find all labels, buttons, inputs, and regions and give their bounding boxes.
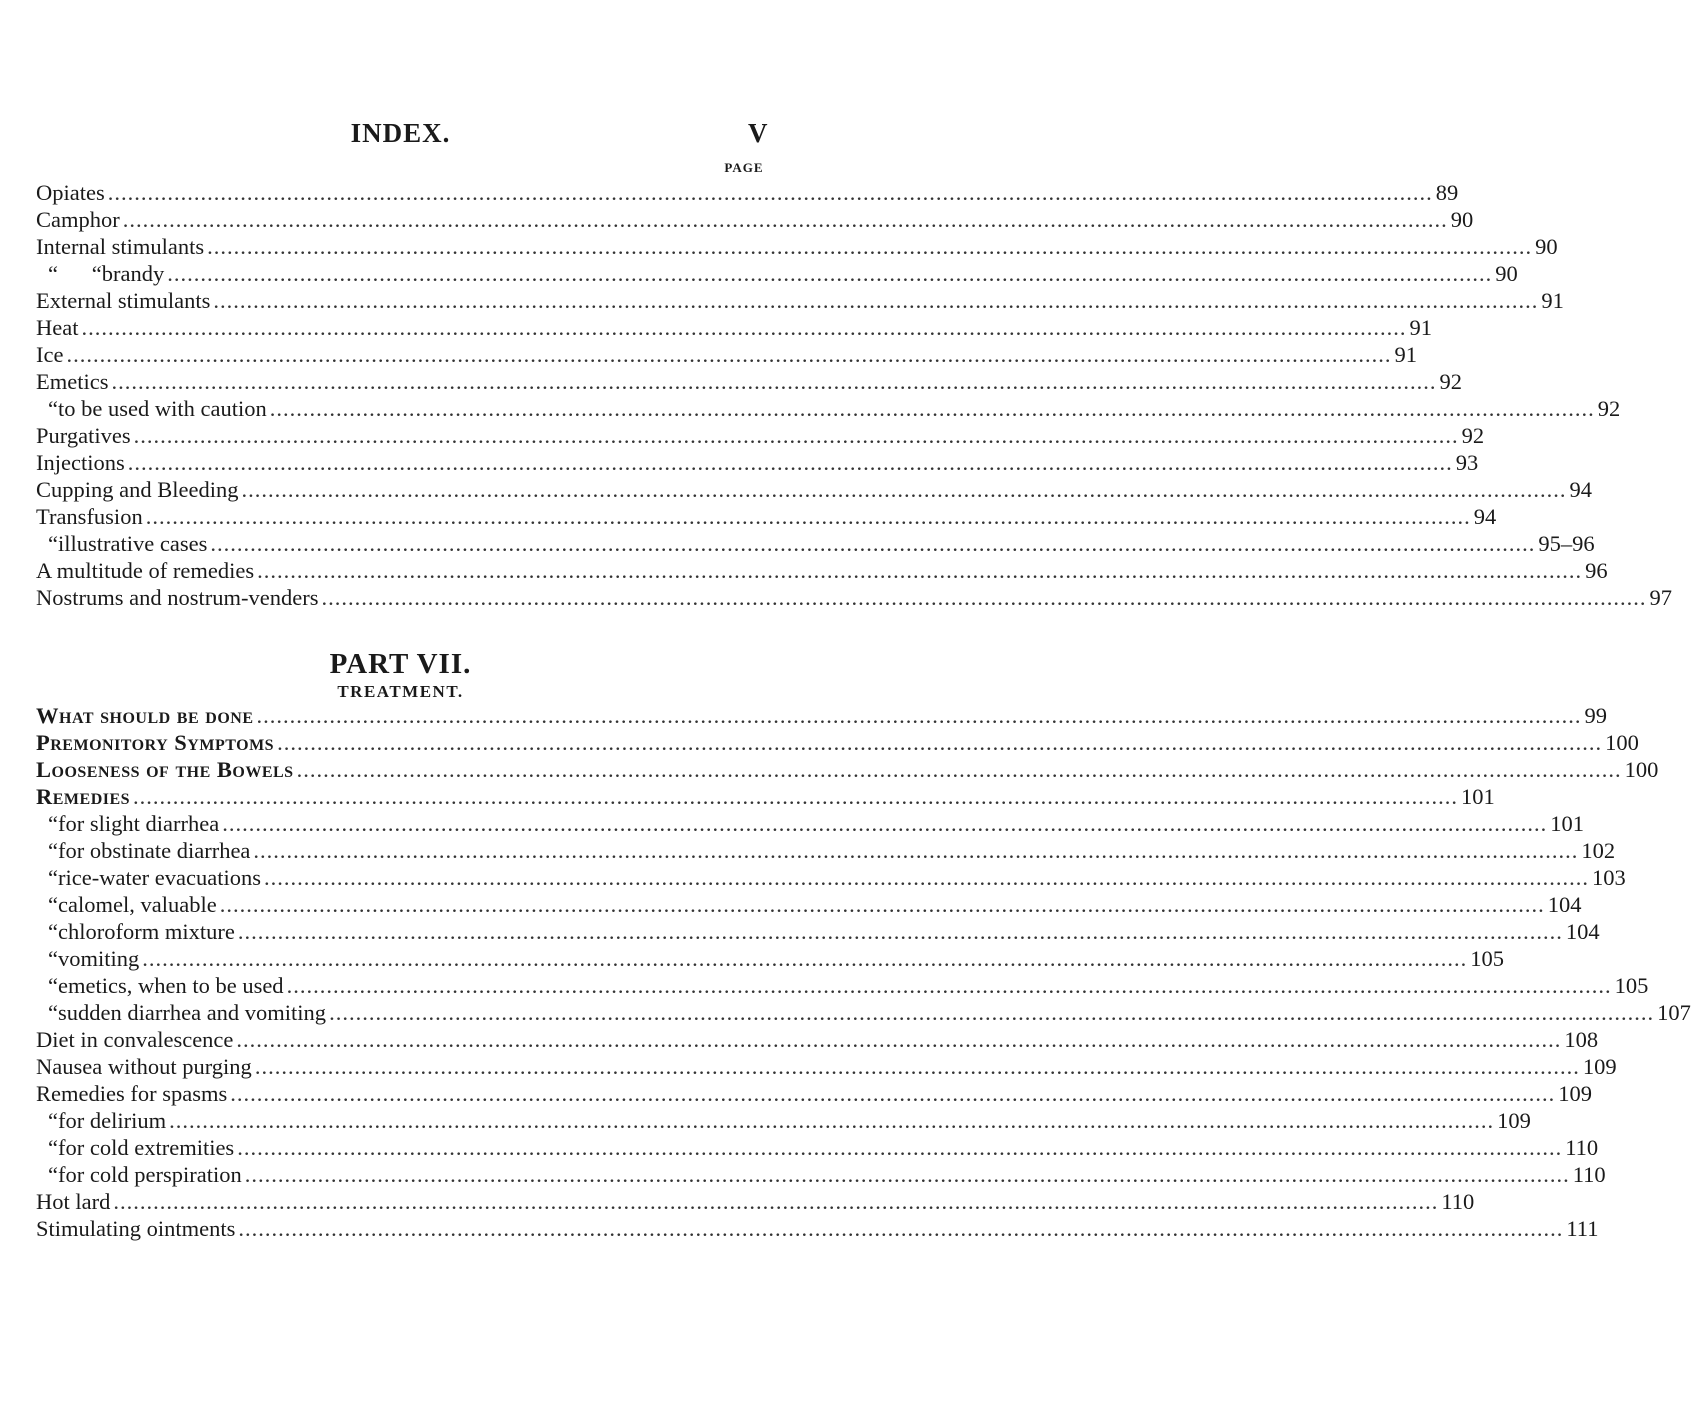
dot-leader: ........................................................................................................................................................................................................ bbox=[207, 234, 1533, 259]
entry-page-number: 96 bbox=[1585, 558, 1608, 583]
entry-page-number: 109 bbox=[1558, 1081, 1592, 1106]
entry-page-number: 91 bbox=[1541, 288, 1564, 313]
index-entry bbox=[36, 179, 1459, 206]
entry-page-number: 102 bbox=[1581, 838, 1616, 863]
entry-label: to be used with caution bbox=[58, 396, 267, 421]
entry-page-number: 104 bbox=[1547, 892, 1582, 917]
index-entry bbox=[36, 584, 1672, 611]
index-entry bbox=[36, 260, 1518, 287]
dot-leader: ........................................................................................................................................................................................................ bbox=[133, 784, 1459, 809]
entry-label: A multitude of remedies bbox=[36, 558, 255, 583]
entry-page-number: 90 bbox=[1495, 261, 1518, 286]
dot-leader: ........................................................................................................................................................................................................ bbox=[122, 207, 1448, 232]
ditto-mark: “ bbox=[48, 838, 58, 863]
entry-page-number: 93 bbox=[1455, 450, 1479, 475]
dot-leader: ........................................................................................................................................................................................................ bbox=[66, 342, 1392, 367]
index-entry bbox=[36, 422, 1485, 449]
index-entry bbox=[36, 341, 1417, 368]
index-entry bbox=[36, 837, 1616, 864]
ditto-mark: “ bbox=[48, 865, 58, 890]
entry-page-number: 104 bbox=[1565, 919, 1600, 944]
index-entry bbox=[36, 810, 1584, 837]
index-entry bbox=[36, 1161, 1606, 1188]
entry-label: Premonitory Symptoms bbox=[36, 730, 275, 755]
entry-page-number: 94 bbox=[1473, 504, 1497, 529]
entry-page-number: 109 bbox=[1582, 1054, 1617, 1079]
dot-leader: ........................................................................................................................................................................................................ bbox=[210, 531, 1536, 556]
dot-leader: ........................................................................................................................................................................................................ bbox=[277, 730, 1603, 755]
page-number: V bbox=[748, 118, 768, 148]
index-entry bbox=[36, 1134, 1599, 1161]
dot-leader: ........................................................................................................................................................................................................ bbox=[111, 369, 1437, 394]
dot-leader: ........................................................................................................................................................................................................ bbox=[107, 180, 1433, 205]
entry-page-number: 92 bbox=[1461, 423, 1485, 448]
index-entry bbox=[36, 1107, 1531, 1134]
index-entry bbox=[36, 1188, 1475, 1215]
entry-page-number: 94 bbox=[1569, 477, 1592, 502]
page-column-label: PAGE bbox=[724, 160, 764, 175]
dot-leader: ........................................................................................................................................................................................................ bbox=[145, 504, 1471, 529]
entry-label: Stimulating ointments bbox=[36, 1216, 236, 1241]
index-entry bbox=[36, 999, 1691, 1026]
index-entry bbox=[36, 557, 1608, 584]
dot-leader: ........................................................................................................................................................................................................ bbox=[254, 1054, 1580, 1079]
entry-label: rice-water evacuations bbox=[58, 865, 262, 890]
entry-page-number: 105 bbox=[1470, 946, 1505, 971]
entry-page-number: 100 bbox=[1605, 730, 1639, 755]
dot-leader: ........................................................................................................................................................................................................ bbox=[133, 423, 1459, 448]
index-entry bbox=[36, 1215, 1599, 1242]
entry-label: vomiting bbox=[58, 946, 140, 971]
entry-label: Camphor bbox=[36, 207, 120, 232]
entry-label: sudden diarrhea and vomiting bbox=[58, 1000, 327, 1025]
entry-label: Opiates bbox=[36, 180, 105, 205]
index-entry bbox=[36, 314, 1432, 341]
page-title: INDEX. bbox=[350, 118, 451, 148]
entry-label: for cold perspiration bbox=[58, 1162, 242, 1187]
ditto-mark: “ bbox=[48, 946, 58, 971]
entry-page-number: 110 bbox=[1572, 1162, 1606, 1187]
ditto-mark: “ “ bbox=[48, 261, 102, 286]
entry-page-number: 101 bbox=[1550, 811, 1584, 836]
entry-label: Remedies for spasms bbox=[36, 1081, 228, 1106]
ditto-mark: “ bbox=[48, 1108, 58, 1133]
entry-label: for obstinate diarrhea bbox=[58, 838, 251, 863]
dot-leader: ........................................................................................................................................................................................................ bbox=[230, 1081, 1556, 1106]
entry-label: Remedies bbox=[36, 784, 131, 809]
ditto-mark: “ bbox=[48, 919, 58, 944]
entry-page-number: 103 bbox=[1592, 865, 1626, 890]
entry-page-number: 89 bbox=[1435, 180, 1459, 205]
entry-page-number: 99 bbox=[1584, 703, 1607, 728]
entry-page-number: 111 bbox=[1566, 1216, 1599, 1241]
dot-leader: ........................................................................................................................................................................................................ bbox=[296, 757, 1622, 782]
entry-page-number: 97 bbox=[1649, 585, 1672, 610]
entry-label: illustrative cases bbox=[58, 531, 208, 556]
dot-leader: ........................................................................................................................................................................................................ bbox=[253, 838, 1579, 863]
ditto-mark: “ bbox=[48, 396, 58, 421]
index-entry bbox=[36, 1026, 1599, 1053]
entry-page-number: 108 bbox=[1564, 1027, 1599, 1052]
entry-page-number: 107 bbox=[1657, 1000, 1691, 1025]
entry-label: brandy bbox=[101, 261, 165, 286]
index-entry bbox=[36, 702, 1607, 729]
index-list-section-2 bbox=[36, 702, 1691, 1242]
ditto-mark: “ bbox=[48, 892, 58, 917]
entry-label: for cold extremities bbox=[58, 1135, 235, 1160]
dot-leader: ........................................................................................................................................................................................................ bbox=[167, 261, 1493, 286]
entry-label: Purgatives bbox=[36, 423, 131, 448]
entry-label: Transfusion bbox=[36, 504, 143, 529]
dot-leader: ........................................................................................................................................................................................................ bbox=[169, 1108, 1495, 1133]
entry-label: What should be done bbox=[36, 703, 254, 728]
index-entry bbox=[36, 729, 1639, 756]
ditto-mark: “ bbox=[48, 973, 58, 998]
dot-leader: ........................................................................................................................................................................................................ bbox=[81, 315, 1407, 340]
entry-label: External stimulants bbox=[36, 288, 211, 313]
entry-page-number: 92 bbox=[1439, 369, 1462, 394]
dot-leader: ........................................................................................................................................................................................................ bbox=[321, 585, 1647, 610]
entry-label: Injections bbox=[36, 450, 125, 475]
entry-page-number: 110 bbox=[1441, 1189, 1475, 1214]
entry-page-number: 90 bbox=[1535, 234, 1558, 259]
dot-leader: ........................................................................................................................................................................................................ bbox=[127, 450, 1453, 475]
entry-page-number: 92 bbox=[1597, 396, 1621, 421]
index-entry bbox=[36, 530, 1595, 557]
index-entry bbox=[36, 503, 1497, 530]
dot-leader: ........................................................................................................................................................................................................ bbox=[113, 1189, 1439, 1214]
dot-leader: ........................................................................................................................................................................................................ bbox=[237, 1135, 1563, 1160]
index-entry bbox=[36, 756, 1659, 783]
ditto-mark: “ bbox=[48, 1000, 58, 1025]
entry-page-number: 105 bbox=[1614, 973, 1649, 998]
entry-label: Hot lard bbox=[36, 1189, 111, 1214]
entry-page-number: 100 bbox=[1624, 757, 1659, 782]
dot-leader: ........................................................................................................................................................................................................ bbox=[257, 558, 1583, 583]
dot-leader: ........................................................................................................................................................................................................ bbox=[264, 865, 1590, 890]
dot-leader: ........................................................................................................................................................................................................ bbox=[269, 396, 1595, 421]
dot-leader: ........................................................................................................................................................................................................ bbox=[244, 1162, 1570, 1187]
entry-label: Looseness of the Bowels bbox=[36, 757, 294, 782]
entry-page-number: 110 bbox=[1565, 1135, 1599, 1160]
entry-page-number: 91 bbox=[1409, 315, 1432, 340]
entry-label: Ice bbox=[36, 342, 64, 367]
ditto-mark: “ bbox=[48, 531, 58, 556]
dot-leader: ........................................................................................................................................................................................................ bbox=[329, 1000, 1655, 1025]
index-entry bbox=[36, 206, 1474, 233]
entry-page-number: 91 bbox=[1394, 342, 1417, 367]
entry-label: Heat bbox=[36, 315, 79, 340]
entry-label: Diet in convalescence bbox=[36, 1027, 234, 1052]
dot-leader: ........................................................................................................................................................................................................ bbox=[238, 1216, 1564, 1241]
index-entry bbox=[36, 476, 1592, 503]
index-entry bbox=[36, 864, 1626, 891]
entry-label: calomel, valuable bbox=[58, 892, 217, 917]
ditto-mark: “ bbox=[48, 811, 58, 836]
index-entry bbox=[36, 233, 1558, 260]
entry-label: for slight diarrhea bbox=[58, 811, 220, 836]
dot-leader: ........................................................................................................................................................................................................ bbox=[213, 288, 1539, 313]
index-entry bbox=[36, 783, 1495, 810]
dot-leader: ........................................................................................................................................................................................................ bbox=[256, 703, 1582, 728]
entry-label: chloroform mixture bbox=[58, 919, 235, 944]
index-entry bbox=[36, 287, 1564, 314]
index-entry bbox=[36, 449, 1479, 476]
entry-label: Cupping and Bleeding bbox=[36, 477, 239, 502]
entry-label: for delirium bbox=[58, 1108, 167, 1133]
index-entry bbox=[36, 891, 1582, 918]
dot-leader: ........................................................................................................................................................................................................ bbox=[222, 811, 1548, 836]
ditto-mark: “ bbox=[48, 1162, 58, 1187]
index-entry bbox=[36, 972, 1649, 999]
dot-leader: ........................................................................................................................................................................................................ bbox=[241, 477, 1567, 502]
index-list-section-1 bbox=[36, 179, 1672, 611]
entry-label: emetics, when to be used bbox=[58, 973, 284, 998]
dot-leader: ........................................................................................................................................................................................................ bbox=[286, 973, 1612, 998]
part-heading: PART VII. bbox=[329, 648, 472, 680]
entry-label: Internal stimulants bbox=[36, 234, 205, 259]
index-entry bbox=[36, 1053, 1617, 1080]
entry-label: Nostrums and nostrum-venders bbox=[36, 585, 319, 610]
entry-page-number: 101 bbox=[1461, 784, 1495, 809]
entry-page-number: 95–96 bbox=[1538, 531, 1595, 556]
part-subheading: TREATMENT. bbox=[337, 682, 464, 701]
index-entry bbox=[36, 368, 1462, 395]
entry-label: Nausea without purging bbox=[36, 1054, 252, 1079]
index-entry bbox=[36, 395, 1621, 422]
ditto-mark: “ bbox=[48, 1135, 58, 1160]
index-entry bbox=[36, 918, 1600, 945]
entry-page-number: 109 bbox=[1497, 1108, 1531, 1133]
dot-leader: ........................................................................................................................................................................................................ bbox=[142, 946, 1468, 971]
entry-label: Emetics bbox=[36, 369, 109, 394]
index-entry bbox=[36, 945, 1505, 972]
index-entry bbox=[36, 1080, 1592, 1107]
dot-leader: ........................................................................................................................................................................................................ bbox=[219, 892, 1545, 917]
entry-page-number: 90 bbox=[1450, 207, 1474, 232]
dot-leader: ........................................................................................................................................................................................................ bbox=[236, 1027, 1562, 1052]
dot-leader: ........................................................................................................................................................................................................ bbox=[237, 919, 1563, 944]
